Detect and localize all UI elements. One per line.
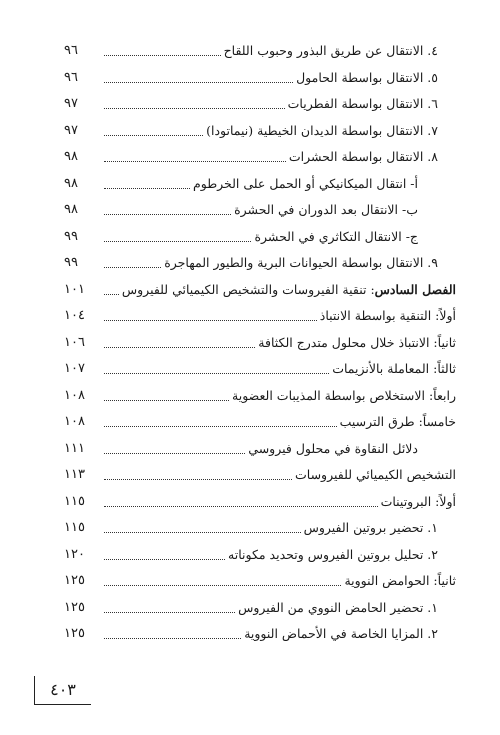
toc-page-number: ١١٥	[64, 493, 85, 509]
toc-entry	[60, 462, 456, 489]
toc-entry	[60, 197, 450, 224]
toc-page-number: ٩٩	[64, 228, 78, 244]
toc-entry-title	[190, 171, 418, 198]
toc-entry-title-text: ٨. الانتقال بواسطة الحشرات	[288, 149, 438, 164]
dot-leader	[104, 523, 301, 533]
toc-entry-text	[102, 542, 438, 569]
toc-entry-title-text: ٤. الانتقال عن طريق البذور وحبوب اللقاح	[223, 43, 438, 58]
toc-page-number: ١١٥	[64, 520, 85, 535]
toc-entry-title-text: ثالثاً: المعاملة بالأنزيمات	[332, 361, 456, 376]
toc-entry	[60, 595, 450, 622]
toc-entry-text	[102, 38, 438, 65]
dot-leader	[104, 364, 329, 374]
toc-entry-title-text: ٦. الانتقال بواسطة الفطريات	[287, 96, 438, 111]
toc-entry	[60, 91, 450, 118]
toc-entry-title	[329, 356, 456, 383]
toc-entry-title	[229, 383, 456, 410]
dot-leader	[104, 205, 231, 215]
toc-entry-title	[292, 462, 456, 489]
toc-entry-title-text: أ- انتقال الميكانيكي أو الحمل على الخرطوم	[193, 175, 418, 191]
toc-entry-title	[235, 595, 438, 622]
toc-entry-title	[301, 515, 438, 542]
toc-entry-title-text: دلائل النقاوة في محلول فيروسي	[248, 440, 418, 456]
toc-entry-text	[102, 91, 438, 118]
toc-entry-text	[102, 303, 456, 330]
dot-leader	[104, 576, 341, 586]
toc-entry-title	[203, 118, 438, 145]
toc-entry	[60, 277, 456, 304]
toc-entry-title	[221, 38, 438, 65]
toc-entry-title	[293, 65, 438, 92]
toc-entry-text	[102, 409, 456, 436]
toc-entry-text	[102, 277, 456, 304]
dot-leader	[104, 73, 293, 83]
toc-entry-title-text: ١. تحضير بروتين الفيروس	[303, 520, 438, 535]
toc-entry-title-text: ٧. الانتقال بواسطة الديدان الخيطية (نيماتودا)	[206, 122, 438, 138]
toc-entry-title	[286, 144, 438, 171]
toc-entry	[60, 356, 456, 383]
dot-leader	[104, 629, 241, 639]
toc-entry-title-text: خامساً: طرق الترسيب	[339, 414, 456, 429]
toc-entry-text	[102, 65, 438, 92]
toc-page-number: ٩٧	[64, 96, 78, 111]
toc-entry	[60, 515, 450, 542]
toc-entry	[60, 542, 450, 569]
toc-entry-title-text: ١. تحضير الحامض النووي من الفيروس	[238, 599, 438, 615]
toc-entry-title	[285, 91, 438, 118]
toc-page-number: ٩٩	[64, 255, 78, 270]
toc-page-number: ١٠٤	[64, 308, 85, 323]
toc-page-number: ٩٨	[64, 202, 78, 217]
toc-entry-title	[161, 250, 438, 277]
toc-entry-text	[102, 462, 456, 489]
toc-page-number: ٩٦	[64, 43, 78, 58]
dot-leader	[104, 99, 285, 109]
toc-page-number: ١٢٥	[64, 573, 85, 588]
toc-entry-title-text: أولاً: البروتينات	[380, 493, 456, 509]
toc-entry-title	[337, 409, 456, 436]
toc-entry-title	[378, 489, 456, 516]
dot-leader	[104, 232, 251, 242]
dot-leader	[104, 417, 337, 427]
toc-entry	[60, 436, 450, 463]
toc-page-number: ١٠٧	[64, 361, 85, 376]
dot-leader	[104, 152, 286, 162]
toc-entry-title-text: التشخيص الكيميائي للفيروسات	[295, 467, 456, 482]
dot-leader	[104, 285, 119, 295]
toc-page-number: ١٠٨	[64, 414, 85, 429]
toc-entry-title-text: : تنقية الفيروسات والتشخيص الكيميائي للفيروس	[121, 281, 375, 297]
toc-entry-title	[251, 224, 418, 251]
toc-entry-title	[245, 436, 418, 463]
toc-page-number: ٩٨	[64, 175, 78, 191]
toc-entry-text	[102, 436, 418, 463]
toc-entry-title	[231, 197, 418, 224]
toc-entry-title	[317, 303, 456, 330]
toc-entry	[60, 224, 450, 251]
toc-entry-title-text: أولاً: التنقية بواسطة الانتباذ	[319, 308, 456, 323]
toc-page-number: ٩٦	[64, 69, 78, 85]
toc-page-number: ١٠٦	[64, 334, 85, 350]
toc-entry-title-text: ٢. تحليل بروتين الفيروس وتحديد مكوناته	[228, 546, 438, 562]
toc-entry	[60, 383, 456, 410]
toc-entry-title-text: ٩. الانتقال بواسطة الحيوانات البرية والطيور المهاجرة	[164, 255, 438, 270]
toc-entry	[60, 65, 450, 92]
toc-entry	[60, 250, 450, 277]
dot-leader	[104, 179, 190, 189]
toc-entry-text	[102, 224, 418, 251]
chapter-label: الفصل السادس	[374, 281, 456, 297]
dot-leader	[104, 603, 235, 613]
toc-page-number: ١٢٥	[64, 626, 85, 641]
toc-entry-text	[102, 171, 418, 198]
toc-entry	[60, 303, 456, 330]
toc-entry-title-text: ثانياً: الانتباذ خلال محلول متدرج الكثافة	[258, 334, 456, 350]
toc-entry-title	[241, 621, 438, 648]
table-of-contents	[60, 38, 456, 648]
toc-page-number: ١١٣	[64, 467, 85, 482]
toc-entry	[60, 38, 450, 65]
toc-entry-title	[225, 542, 438, 569]
toc-entry-text	[102, 515, 438, 542]
toc-page-number: ١١١	[64, 440, 85, 456]
toc-entry	[60, 568, 456, 595]
toc-entry-text	[102, 356, 456, 383]
toc-entry	[60, 621, 450, 648]
toc-entry-text	[102, 568, 456, 595]
toc-entry-text	[102, 621, 438, 648]
toc-entry	[60, 118, 450, 145]
dot-leader	[104, 311, 317, 321]
toc-entry-text	[102, 118, 438, 145]
toc-entry	[60, 409, 456, 436]
dot-leader	[104, 497, 378, 507]
toc-entry-title-text: ثانياً: الحوامض النووية	[344, 573, 456, 588]
toc-entry	[60, 330, 456, 357]
toc-entry	[60, 144, 450, 171]
toc-entry-text	[102, 383, 456, 410]
dot-leader	[104, 338, 255, 348]
toc-entry	[60, 489, 456, 516]
dot-leader	[104, 444, 245, 454]
toc-entry-text	[102, 595, 438, 622]
toc-entry-title-text: ب- الانتقال بعد الدوران في الحشرة	[234, 202, 418, 217]
toc-entry-title	[119, 277, 456, 304]
dot-leader	[104, 391, 229, 401]
toc-entry-title	[341, 568, 456, 595]
toc-page-number: ٩٨	[64, 149, 78, 164]
dot-leader	[104, 46, 221, 56]
dot-leader	[104, 126, 203, 136]
toc-entry-text	[102, 197, 418, 224]
toc-page-number: ٩٧	[64, 122, 78, 138]
toc-entry-title-text: رابعاً: الاستخلاص بواسطة المذيبات العضوية	[232, 387, 456, 403]
dot-leader	[104, 550, 225, 560]
toc-page-number: ١٢٠	[64, 546, 85, 562]
toc-page-number: ١٠١	[64, 281, 85, 297]
toc-entry-text	[102, 330, 456, 357]
toc-entry-title-text: ج- الانتقال التكاثري في الحشرة	[254, 228, 418, 244]
dot-leader	[104, 470, 292, 480]
toc-entry-text	[102, 489, 456, 516]
toc-entry-title-text: ٥. الانتقال بواسطة الحامول	[296, 69, 438, 85]
toc-entry-title	[255, 330, 456, 357]
toc-entry-text	[102, 250, 438, 277]
toc-entry-title-text: ٢. المزايا الخاصة في الأحماض النووية	[244, 626, 438, 641]
toc-page-number: ١٢٥	[64, 599, 85, 615]
dot-leader	[104, 258, 161, 268]
page-number: ٤٠٣	[34, 676, 91, 705]
toc-entry	[60, 171, 450, 198]
toc-page-number: ١٠٨	[64, 387, 85, 403]
toc-entry-text	[102, 144, 438, 171]
